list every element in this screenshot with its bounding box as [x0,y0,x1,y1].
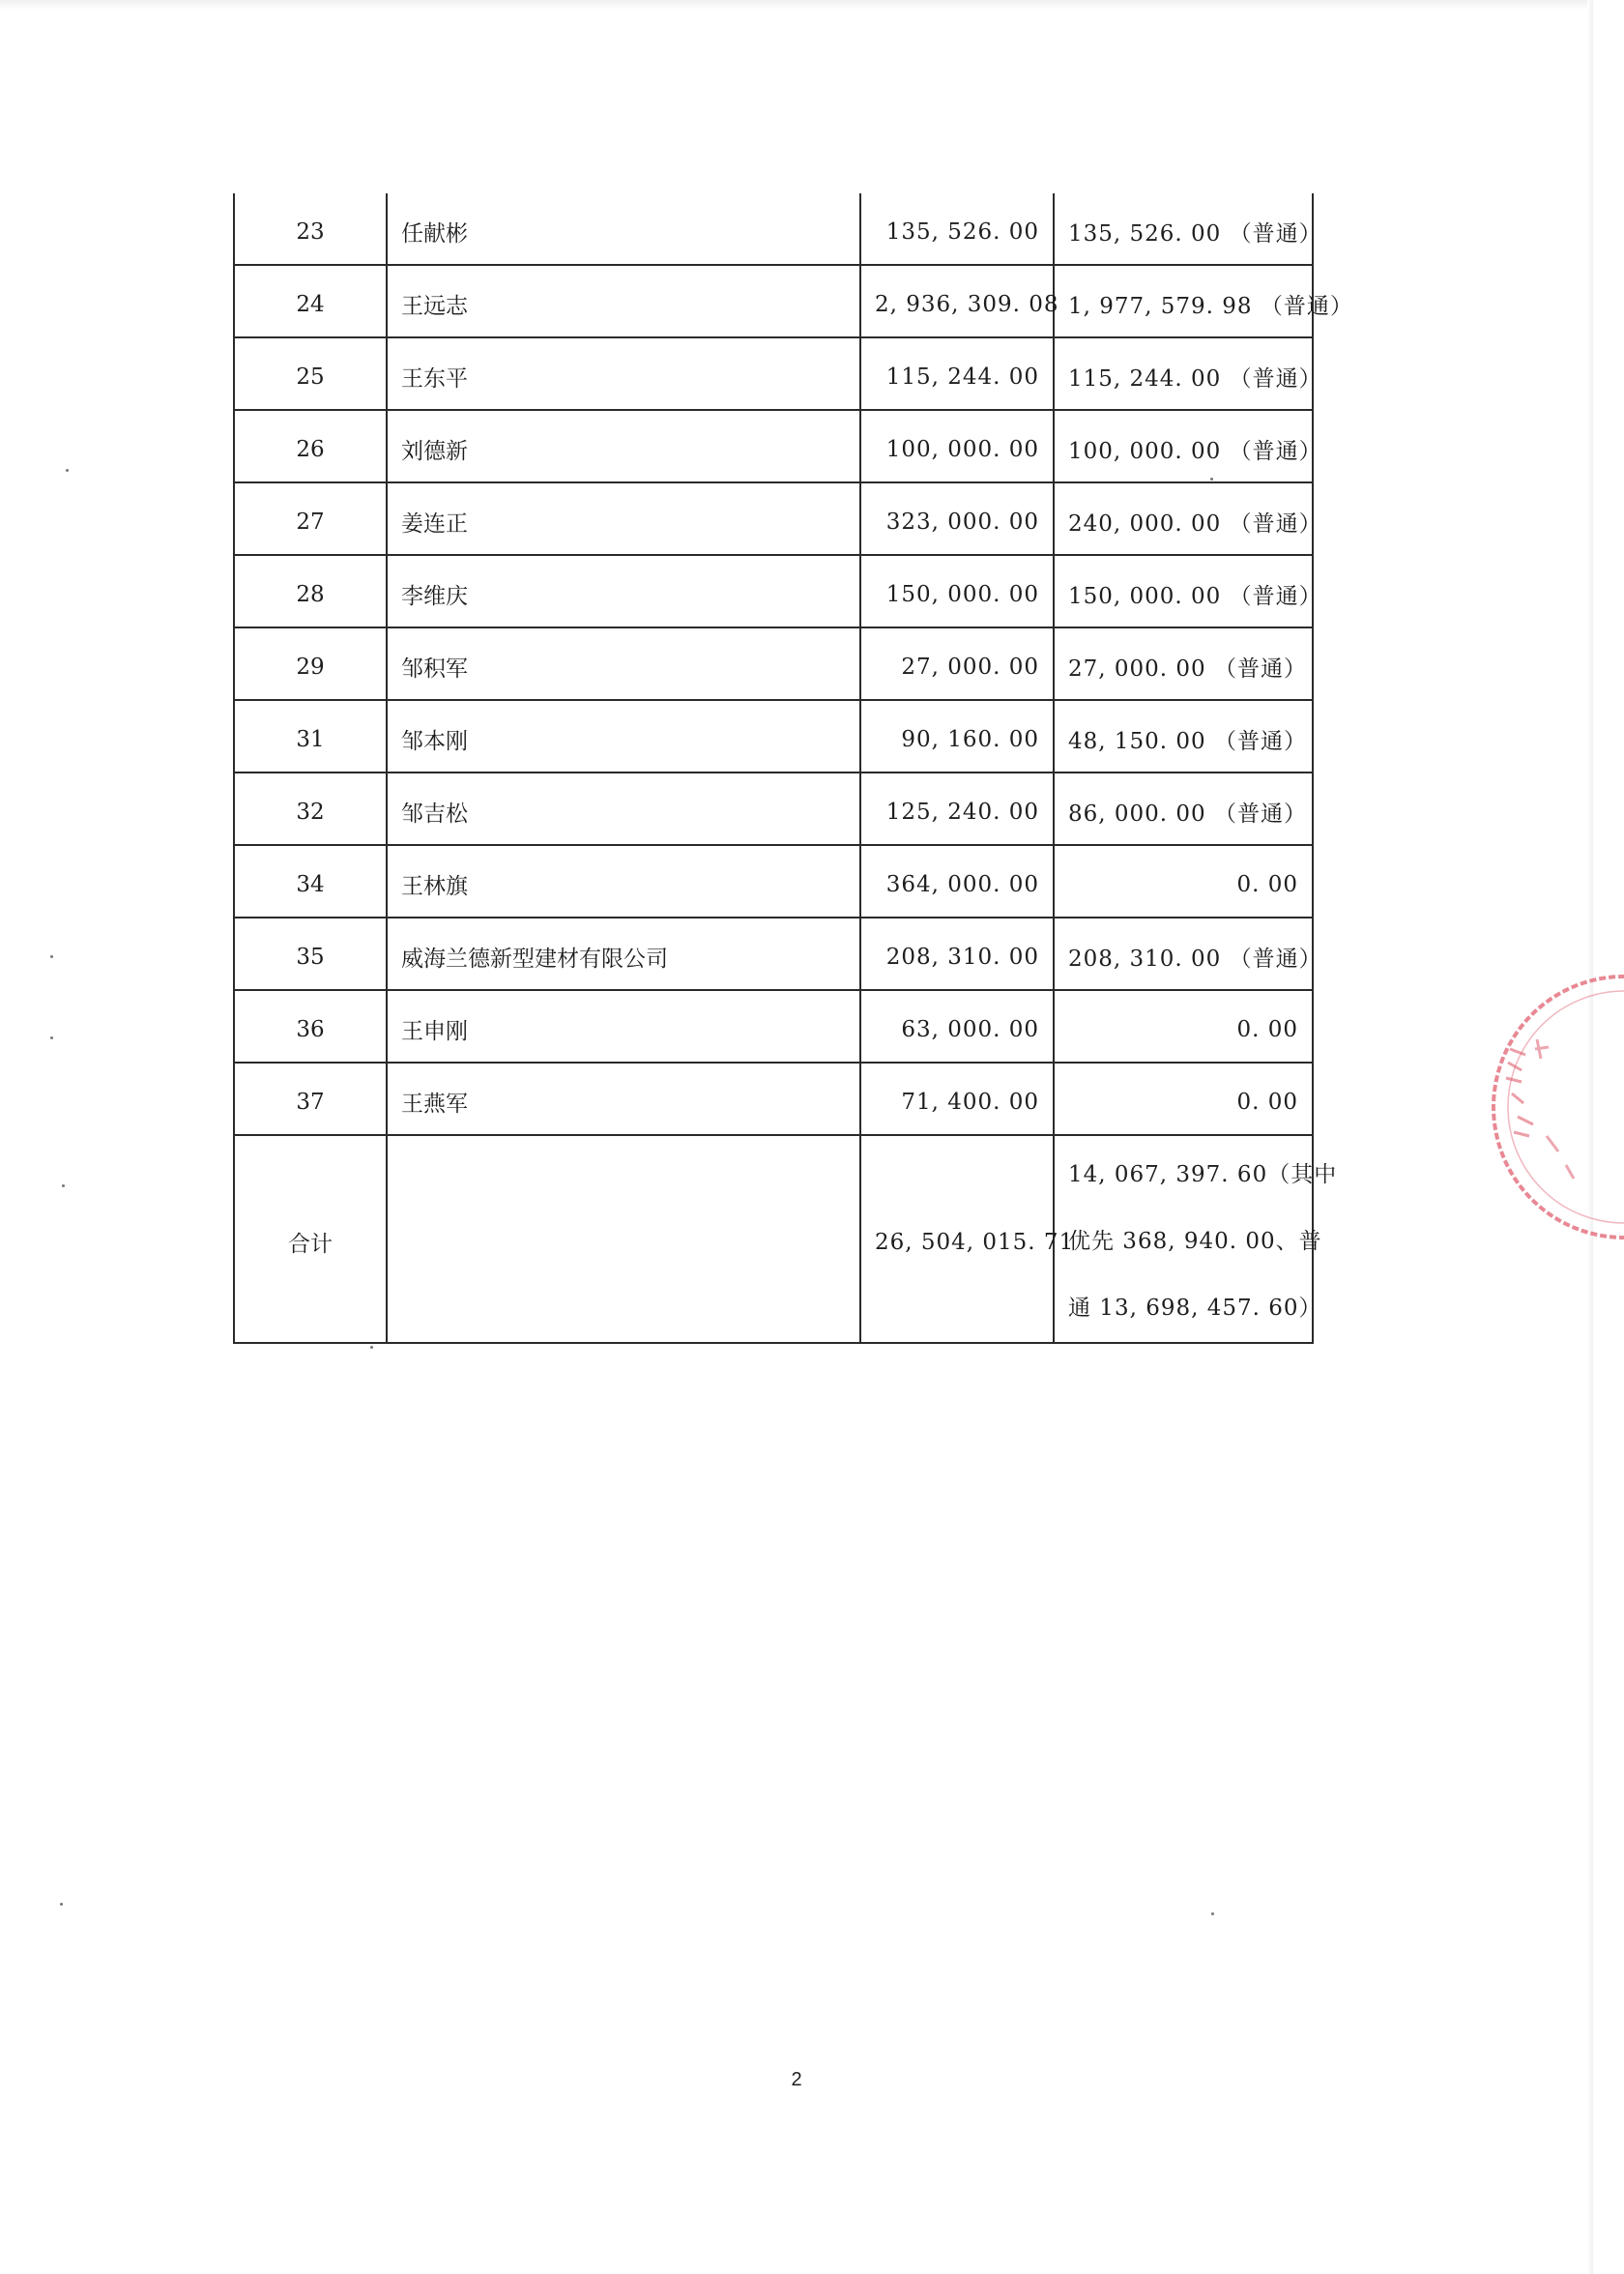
scan-speck [60,1903,63,1906]
claimed-amount: 71, 400. 00 [860,1063,1054,1135]
row-number: 28 [234,555,387,627]
confirmed-amount: 48, 150. 00 （普通） [1054,700,1313,773]
claimed-amount: 2, 936, 309. 08 [860,265,1054,337]
row-number: 29 [234,627,387,700]
table-row [234,555,1313,627]
confirmed-amount: 0. 00 [1054,990,1313,1063]
table-row [234,990,1313,1063]
claimed-amount: 63, 000. 00 [860,990,1054,1063]
scan-speck [1211,1912,1214,1915]
confirmed-amount: 115, 244. 00 （普通） [1054,337,1313,410]
creditor-name: 王燕军 [387,1063,860,1135]
confirmed-amount: 1, 977, 579. 98 （普通） [1054,265,1313,337]
row-number: 26 [234,410,387,482]
claimed-amount: 364, 000. 00 [860,845,1054,918]
table-row [234,700,1313,773]
row-number: 36 [234,990,387,1063]
row-number: 35 [234,918,387,990]
creditor-name: 威海兰德新型建材有限公司 [387,918,860,990]
total-row [234,1135,1313,1343]
confirmed-amount: 100, 000. 00 （普通） [1054,410,1313,482]
row-number: 25 [234,337,387,410]
creditor-table [233,193,1353,1344]
confirmed-amount: 0. 00 [1054,1063,1313,1135]
scan-speck [370,1346,373,1349]
scan-speck [50,955,53,958]
confirmed-amount: 208, 310. 00 （普通） [1054,918,1313,990]
confirmed-amount: 86, 000. 00 （普通） [1054,773,1313,845]
creditor-name: 李维庆 [387,555,860,627]
row-number: 23 [234,193,387,265]
claimed-amount: 100, 000. 00 [860,410,1054,482]
table-row [234,773,1313,845]
creditor-name: 王远志 [387,265,860,337]
creditor-name: 邹积军 [387,627,860,700]
creditor-name: 刘德新 [387,410,860,482]
confirmed-amount: 0. 00 [1054,845,1313,918]
confirmed-amount: 135, 526. 00 （普通） [1054,193,1313,265]
claimed-amount: 135, 526. 00 [860,193,1054,265]
table-row [234,337,1313,410]
row-number: 27 [234,482,387,555]
total-claimed-amount: 26, 504, 015. 71 [860,1135,1054,1343]
creditor-name: 王东平 [387,337,860,410]
total-label: 合计 [234,1135,387,1343]
page-number: 2 [791,2069,802,2090]
table-row [234,410,1313,482]
scan-speck [50,1036,53,1039]
confirmed-amount: 240, 000. 00 （普通） [1054,482,1313,555]
claimed-amount: 125, 240. 00 [860,773,1054,845]
table-row [234,918,1313,990]
creditor-name: 王林旗 [387,845,860,918]
creditor-name: 任献彬 [387,193,860,265]
table-row [234,627,1313,700]
claimed-amount: 150, 000. 00 [860,555,1054,627]
table-row [234,193,1313,265]
row-number: 24 [234,265,387,337]
row-number: 34 [234,845,387,918]
scan-edge [0,0,1593,10]
row-number: 31 [234,700,387,773]
creditor-name: 邹吉松 [387,773,860,845]
total-confirmed-line: 14, 067, 397. 60（其中 [1068,1162,1338,1187]
table-row [234,265,1313,337]
table-row [234,845,1313,918]
confirmed-amount: 150, 000. 00 （普通） [1054,555,1313,627]
row-number: 37 [234,1063,387,1135]
claimed-amount: 90, 160. 00 [860,700,1054,773]
claimed-amount: 115, 244. 00 [860,337,1054,410]
total-name-cell [387,1135,860,1343]
scan-speck [66,469,69,472]
claimed-amount: 208, 310. 00 [860,918,1054,990]
scan-speck [1210,478,1213,481]
total-confirmed-line: 优先 368, 940. 00、普 [1068,1229,1322,1254]
confirmed-amount: 27, 000. 00 （普通） [1054,627,1313,700]
table-row [234,1063,1313,1135]
row-number: 32 [234,773,387,845]
creditor-name: 姜连正 [387,482,860,555]
total-confirmed-amount [1054,1135,1338,1343]
table-row [234,482,1313,555]
creditor-name: 邹本刚 [387,700,860,773]
official-seal-stamp [1479,962,1624,1252]
total-confirmed-line: 通 13, 698, 457. 60） [1068,1296,1322,1321]
claimed-amount: 323, 000. 00 [860,482,1054,555]
creditor-name: 王申刚 [387,990,860,1063]
scan-speck [62,1184,65,1187]
claimed-amount: 27, 000. 00 [860,627,1054,700]
